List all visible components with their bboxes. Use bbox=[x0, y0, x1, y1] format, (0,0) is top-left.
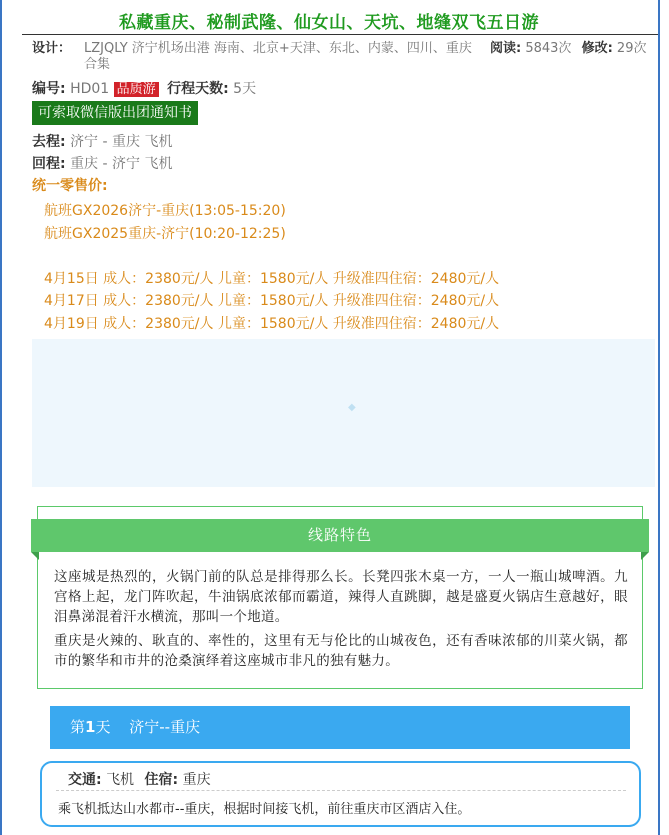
ad-placeholder bbox=[32, 339, 655, 487]
price-line: 4月15日 成人：2380元/人 儿童：1580元/人 升级准四住宿：2480元/人 bbox=[44, 271, 500, 287]
return-route bbox=[32, 153, 172, 173]
designer-value: LZJQLY 济宁机场出港 海南、北京+天津、东北、内蒙、四川、重庆合集 bbox=[84, 41, 472, 72]
day-prefix: 第 bbox=[70, 718, 86, 736]
price-line: 4月17日 成人：2380元/人 儿童：1580元/人 升级准四住宿：2480元/人 bbox=[44, 293, 500, 309]
page-title: 私藏重庆、秘制武隆、仙女山、天坑、地缝双飞五日游 bbox=[119, 13, 539, 33]
days-label: 行程天数: bbox=[167, 81, 229, 97]
modified-label: 修改: bbox=[581, 41, 613, 56]
banner-fold-left bbox=[31, 552, 39, 560]
feature-paragraph: 这座城是热烈的，火锅门前的队总是排得那么长。长凳四张木桌一方，一人一瓶山城啤酒。九宫格上起，龙门阵吹起，牛油锅底浓郁而霸道，辣得人直跳脚，越是盛夏火锅店生意越好，眼泪鼻涕混着汗水横流，那叫一个地道。 bbox=[54, 569, 628, 625]
code-value: HD01 bbox=[70, 81, 110, 97]
transport-value: 飞机 bbox=[106, 772, 135, 788]
transport-label: 交通: bbox=[68, 772, 102, 788]
placeholder-dot-icon: ◆ bbox=[348, 402, 356, 413]
outbound-value: 济宁 - 重庆 飞机 bbox=[70, 134, 173, 150]
day-route: 济宁--重庆 bbox=[129, 718, 201, 736]
reads-label: 阅读: bbox=[490, 41, 522, 56]
feature-heading: 线路特色 bbox=[31, 519, 649, 552]
modified-count: 29次 bbox=[616, 41, 647, 56]
title-divider bbox=[22, 34, 658, 35]
outbound-route bbox=[32, 131, 172, 151]
stay-value: 重庆 bbox=[182, 772, 211, 788]
code-row bbox=[32, 78, 256, 98]
scrollbar[interactable] bbox=[658, 0, 660, 835]
quality-tag: 品质游 bbox=[114, 82, 159, 97]
return-value: 重庆 - 济宁 飞机 bbox=[70, 156, 173, 172]
return-label: 回程: bbox=[32, 156, 66, 172]
stats bbox=[490, 41, 646, 57]
price-line: 4月19日 成人：2380元/人 儿童：1580元/人 升级准四住宿：2480元/人 bbox=[44, 316, 500, 332]
wechat-notice-button[interactable]: 可索取微信版出团通知书 bbox=[32, 101, 198, 125]
day-meta bbox=[68, 769, 211, 789]
day-header bbox=[50, 706, 630, 749]
day-number: 1 bbox=[85, 718, 96, 736]
retail-price-label: 统一零售价: bbox=[32, 178, 108, 194]
days-value: 5天 bbox=[233, 81, 257, 97]
stay-label: 住宿: bbox=[144, 772, 179, 788]
banner-fold-right bbox=[641, 552, 649, 560]
designer-label: 设计： bbox=[32, 41, 72, 56]
outbound-label: 去程: bbox=[32, 134, 66, 150]
day-suffix: 天 bbox=[95, 718, 111, 736]
designer-info bbox=[32, 41, 482, 73]
reads-count: 5843次 bbox=[525, 41, 572, 56]
day-description: 乘飞机抵达山水都市--重庆，根据时间接飞机，前往重庆市区酒店入住。 bbox=[58, 802, 471, 817]
flight-line: 航班GX2025重庆-济宁(10:20-12:25) bbox=[44, 226, 286, 242]
code-label: 编号: bbox=[32, 81, 66, 97]
day-divider bbox=[56, 790, 626, 791]
flight-line: 航班GX2026济宁-重庆(13:05-15:20) bbox=[44, 203, 286, 219]
feature-paragraph: 重庆是火辣的、耿直的、率性的，这里有无与伦比的山城夜色，还有香味浓郁的川菜火锅，都市的繁华和市井的沧桑演绎着这座城市非凡的独有魅力。 bbox=[54, 633, 628, 669]
